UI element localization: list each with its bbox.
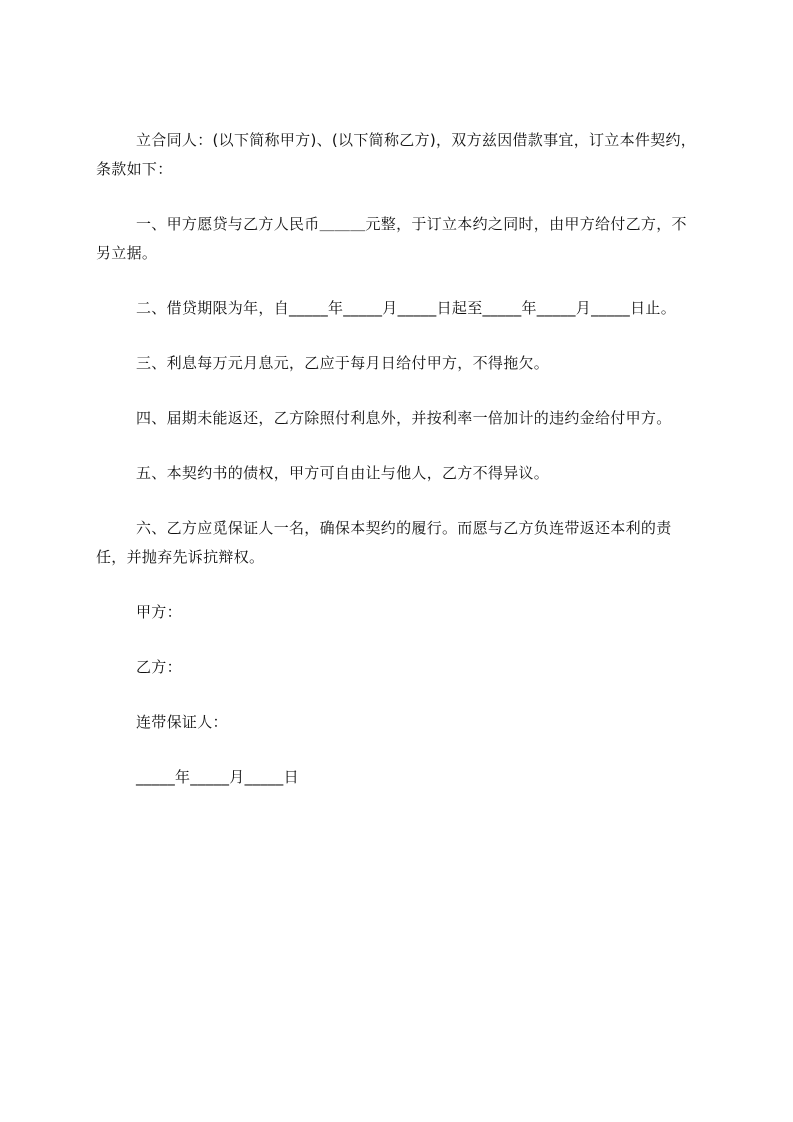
clause-5: 五、本契约书的债权，甲方可自由让与他人，乙方不得异议。 (136, 464, 550, 482)
clause-3: 三、利息每万元月息元，乙应于每月日给付甲方，不得拖欠。 (136, 354, 550, 372)
signature-guarantor: 连带保证人： (136, 713, 228, 731)
clause-1: 一、甲方愿贷与乙方人民币＿＿＿元整，于订立本约之同时，由甲方给付乙方，不另立据。 (96, 215, 687, 262)
contract-intro: 立合同人：(以下简称甲方)、(以下简称乙方)，双方兹因借款事宜，订立本件契约，条款如下： (96, 131, 697, 178)
clause-2: 二、借贷期限为年，自_____年_____月_____日起至_____年_____月_____日止。 (136, 299, 677, 317)
signature-date: _____年_____月_____日 (136, 768, 299, 786)
clause-4: 四、届期未能返还，乙方除照付利息外，并按利率一倍加计的违约金给付甲方。 (136, 409, 672, 427)
contract-body (96, 126, 700, 818)
signature-party-a: 甲方： (136, 603, 182, 621)
signature-party-b: 乙方： (136, 658, 182, 676)
clause-6: 六、乙方应觅保证人一名，确保本契约的履行。而愿与乙方负连带返还本利的责任，并抛弃先诉抗辩权。 (96, 519, 672, 566)
